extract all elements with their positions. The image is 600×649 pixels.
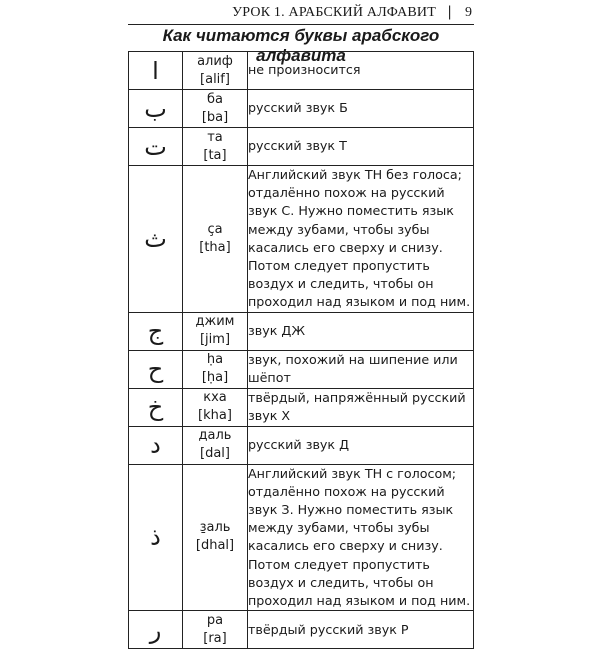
header-separator: | — [447, 4, 452, 20]
letter-transliteration: [ba] — [201, 109, 229, 125]
table-row — [129, 90, 474, 128]
table-row — [129, 166, 474, 313]
letter-name: алиф — [197, 53, 233, 69]
letter-name: ça — [207, 221, 223, 237]
letter-name-cell — [183, 52, 248, 90]
letter-description: звук ДЖ — [248, 312, 474, 350]
table-row — [129, 426, 474, 464]
table-row — [129, 350, 474, 388]
page-header — [128, 2, 474, 25]
letter-transliteration: [alif] — [200, 71, 230, 87]
letter-name: кха — [203, 390, 227, 406]
letter-name-cell — [183, 388, 248, 426]
letter-transliteration: [ḥa] — [201, 370, 229, 386]
alphabet-table — [128, 51, 474, 649]
table-row — [129, 611, 474, 649]
arabic-letter: ر — [129, 611, 183, 649]
table-row — [129, 388, 474, 426]
letter-name: даль — [198, 428, 232, 444]
letter-name-cell — [183, 166, 248, 313]
arabic-letter: خ — [129, 388, 183, 426]
arabic-letter: ذ — [129, 464, 183, 611]
letter-name: джим — [195, 314, 235, 330]
letter-name-cell — [183, 312, 248, 350]
letter-description: твёрдый русский звук Р — [248, 611, 474, 649]
letter-name-cell — [183, 128, 248, 166]
table-row — [129, 464, 474, 611]
arabic-letter: ح — [129, 350, 183, 388]
letter-name-cell — [183, 426, 248, 464]
letter-name: ра — [206, 612, 224, 628]
letter-description: Английский звук TH без голоса; отдалённо похож на русский звук С. Нужно поместить язык между зубами, чтобы зубы касались его сверху и снизу. Потом следует пропустить воздух и следить, чтобы он проходил над языком и под ним. — [248, 166, 474, 313]
section-title: Как читаются буквы арабского алфавита — [162, 26, 440, 65]
letter-transliteration: [ta] — [203, 147, 227, 163]
table-row — [129, 128, 474, 166]
arabic-letter: ب — [129, 90, 183, 128]
table-row — [129, 52, 474, 90]
page-number: 9 — [465, 5, 472, 20]
letter-name: ба — [207, 91, 223, 107]
letter-transliteration: [dal] — [200, 446, 230, 462]
letter-description: русский звук Т — [248, 128, 474, 166]
letter-transliteration: [jim] — [199, 332, 231, 348]
letter-name: та — [207, 129, 223, 145]
letter-description: твёрдый, напряжённый русский звук Х — [248, 388, 474, 426]
arabic-letter: ث — [129, 166, 183, 313]
arabic-letter: ا — [129, 52, 183, 90]
letter-description: звук, похожий на шипение или шёпот — [248, 350, 474, 388]
arabic-letter: ت — [129, 128, 183, 166]
letter-name-cell — [183, 90, 248, 128]
letter-name: ḥa — [206, 352, 224, 368]
letter-name: з̱аль — [199, 520, 231, 536]
letter-name-cell — [183, 464, 248, 611]
letter-transliteration: [ra] — [203, 630, 227, 646]
letter-description: русский звук Б — [248, 90, 474, 128]
arabic-letter: د — [129, 426, 183, 464]
letter-transliteration: [kha] — [198, 408, 232, 424]
table-row — [129, 312, 474, 350]
letter-description: Английский звук TH с голосом; отдалённо похож на русский звук З. Нужно поместить язык между зубами, чтобы зубы касались его сверху и снизу. Потом следует пропустить воздух и следить, чтобы он проходил над языком и под ним. — [248, 464, 474, 611]
letter-description: не произносится — [248, 52, 474, 90]
letter-transliteration: [tha] — [199, 239, 231, 255]
letter-name-cell — [183, 611, 248, 649]
letter-description: русский звук Д — [248, 426, 474, 464]
arabic-letter: ج — [129, 312, 183, 350]
running-title: УРОК 1. АРАБСКИЙ АЛФАВИТ — [232, 5, 436, 20]
letter-name-cell — [183, 350, 248, 388]
letter-transliteration: [dhal] — [195, 538, 235, 554]
